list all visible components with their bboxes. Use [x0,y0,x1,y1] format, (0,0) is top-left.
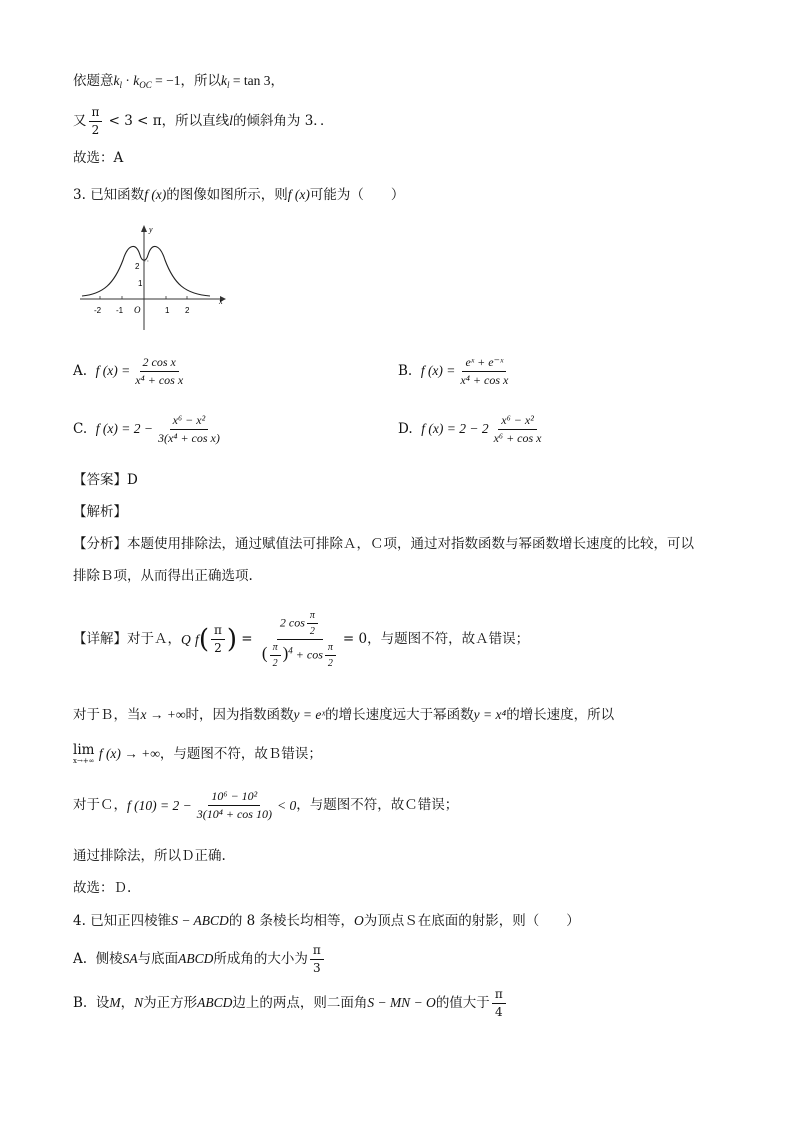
answer: 【答案】D [73,472,138,488]
fraction-a: 2 cos $\frac{\pi}{2}$ ( $\frac{\pi}{2}$ )$^4$ + cos $\frac{\pi}{2}$ [259,610,341,669]
detail-b: 对于Ｂ，当x → +∞时，因为指数函数y = eˣ的增长速度远大于幂函数y = x⁴的增长速度，所以 [73,707,615,723]
line-angle: 又 $\frac{\pi}{2}$ < 3 < π，所以直线l的倾斜角为 3．． [73,105,334,138]
detail-a: 【详解】对于Ａ，Q f( $\frac{\pi}{2}$ ) = 2 cos $\frac{\pi}{2}$ ( $\frac{\pi}{2}$ )$^4$ + cos $\frac{\pi}{2}$ = 0，与题图不符，故Ａ错误； [73,610,530,669]
choose-d: 故选：Ｄ. [73,880,132,896]
y-axis-arrow [141,225,147,232]
x-tick-neg2: -2 [94,306,102,315]
x-tick-neg1: -1 [116,306,124,315]
option-d: D. f (x) = 2 − 2 $\frac{\text{x⁶ − x²}}{\text{x⁶ + cos x}}$ [398,413,542,446]
origin-label: O [134,305,141,315]
limit-line: lim x→+∞ f (x) → +∞，与题图不符，故Ｂ错误； [73,742,322,765]
question-3: 3. 已知函数f (x)的图像如图所示，则f (x)可能为（ ） [73,187,405,203]
detail-c: 对于Ｃ，f (10) = 2 − $\frac{\text{10⁶ − 10²}}{\text{3(10⁴ + cos 10)}}$ < 0，与题图不符，故Ｃ错误； [73,789,459,822]
curve [82,246,210,296]
x-tick-1: 1 [165,306,170,315]
question-4-option-b: B. 设M，N为正方形ABCD边上的两点，则二面角S − MN − O的值大于 $\frac{\pi}{4}$ [73,988,508,1019]
analysis-line-1: 【分析】本题使用排除法，通过赋值法可排除Ａ，Ｃ项，通过对指数函数与幂函数增长速度的比较，可以 [73,536,694,552]
y-axis-label: y [149,225,153,234]
function-graph [78,222,228,332]
pi-over-2: $\frac{\pi}{2}$ [89,106,103,137]
y-tick-2: 2 [135,262,140,271]
option-c: C. f (x) = 2 − $\frac{\text{x⁶ − x²}}{\text{3(x⁴ + cos x)}}$ [73,413,220,446]
line-condition: 依题意$k_l \cdot k_{OC} = -1$，所以$k_l = \tan 3$， [73,73,285,90]
option-b: B. f (x) = $\frac{\text{eˣ + e⁻ˣ}}{\text{x⁴ + cos x}}$ [398,355,509,388]
question-4-option-a: A. 侧棱SA与底面ABCD所成角的大小为 $\frac{\pi}{3}$ [73,944,326,975]
option-a: A. f (x) = $\frac{\text{2 cos x}}{\text{x⁴ + cos x}}$ [73,355,184,388]
conclusion: 通过排除法，所以Ｄ正确. [73,848,226,864]
x-axis-label: x [219,297,223,306]
question-4: 4. 已知正四棱锥S − ABCD的 8 条棱长均相等，O为顶点Ｓ在底面的射影，则（ ） [73,913,580,929]
analysis-heading: 【解析】 [73,504,127,520]
analysis-line-2: 排除Ｂ项，从而得出正确选项. [73,568,253,584]
y-tick-1: 1 [138,279,143,288]
x-tick-2: 2 [185,306,190,315]
choose-a: 故选：A [73,150,124,166]
